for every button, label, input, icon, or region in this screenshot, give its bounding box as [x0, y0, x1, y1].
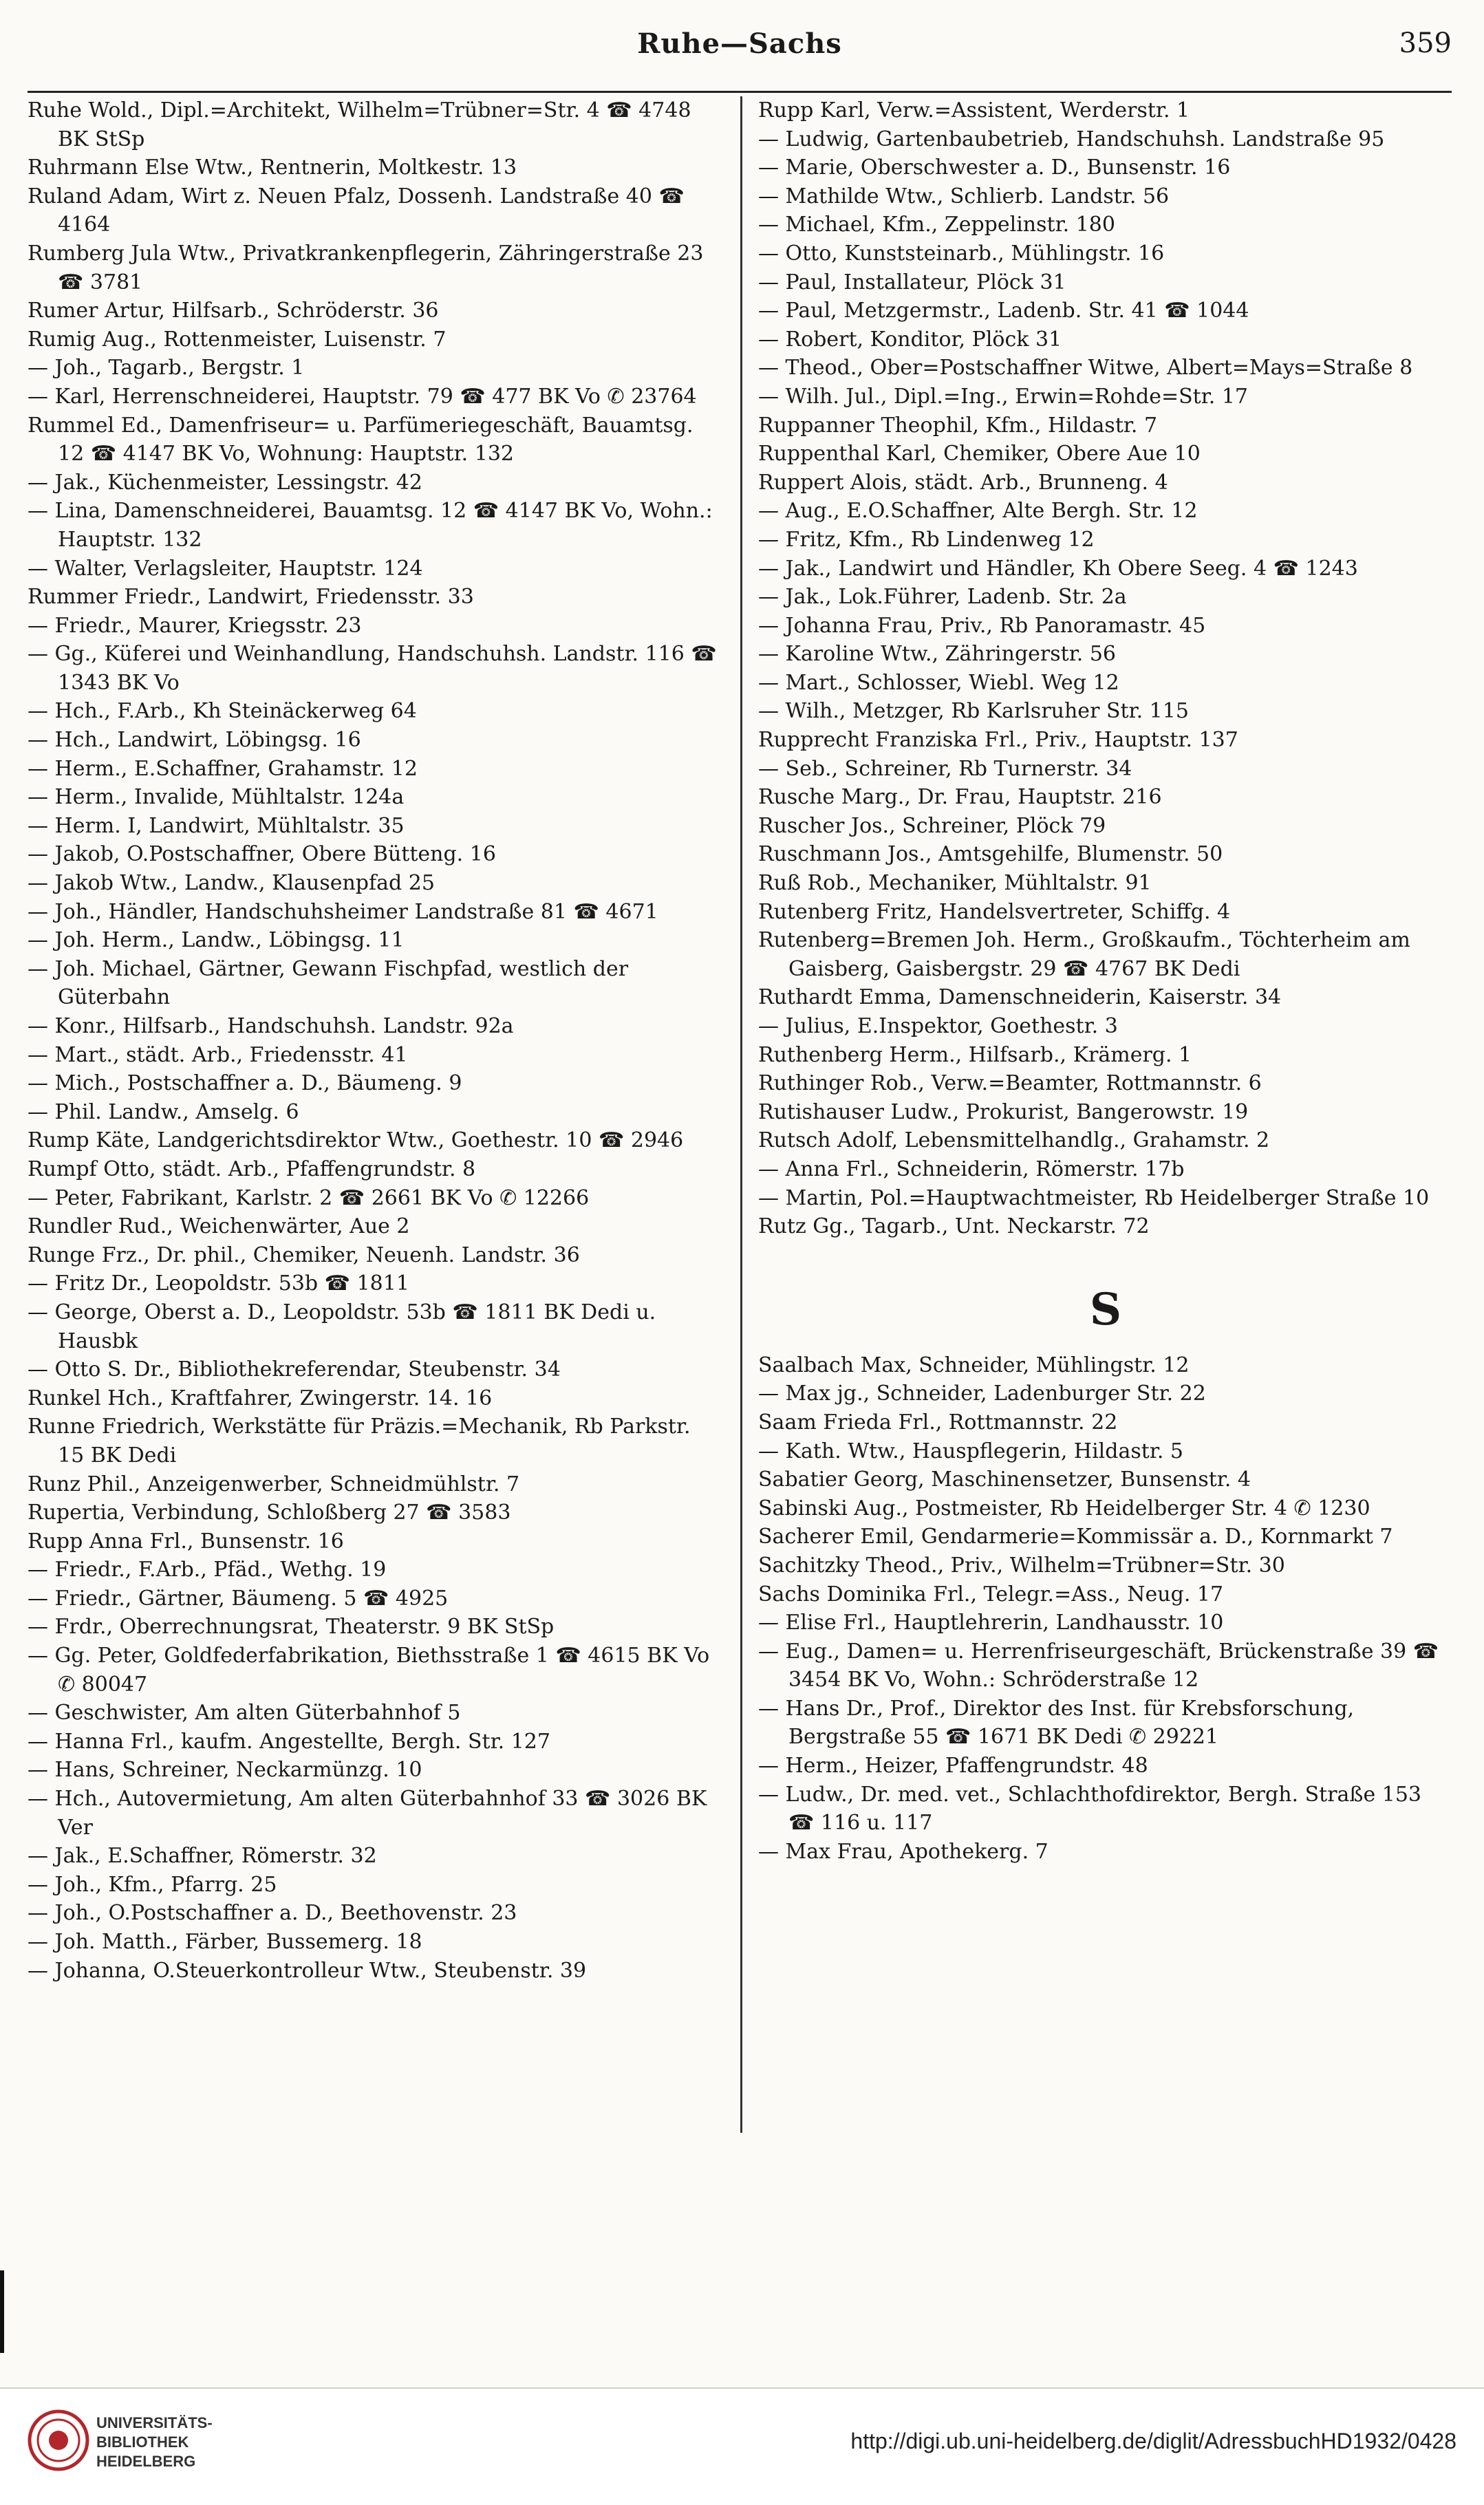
- directory-entry: — Julius, E.Inspektor, Goethestr. 3: [758, 1014, 1118, 1038]
- directory-entry: Sachitzky Theod., Priv., Wilhelm=Trübner=Str. 30: [758, 1553, 1285, 1578]
- directory-entry: — Jak., Landwirt und Händler, Kh Obere Seeg. 4 ☎ 1243: [758, 556, 1358, 581]
- left-column: [28, 96, 722, 2133]
- directory-entry: Runz Phil., Anzeigenwerber, Schneidmühlstr. 7: [28, 1472, 520, 1496]
- directory-entry: Rupertia, Verbindung, Schloßberg 27 ☎ 3583: [28, 1501, 511, 1525]
- directory-entry: — Joh., Tagarb., Bergstr. 1: [28, 356, 305, 380]
- directory-entry: — Johanna, O.Steuerkontrolleur Wtw., Steubenstr. 39: [28, 1958, 587, 1983]
- directory-entry: — Friedr., Gärtner, Bäumeng. 5 ☎ 4925: [28, 1586, 449, 1611]
- header-rule: [28, 91, 1452, 93]
- section-letter: S: [1089, 1283, 1122, 1335]
- directory-entry: — Herm., Heizer, Pfaffengrundstr. 48: [758, 1754, 1148, 1778]
- directory-entry: — Hans Dr., Prof., Direktor des Inst. für Krebsforschung, Bergstraße 55 ☎ 1671 BK Dedi ✆ 29221: [758, 1696, 1355, 1750]
- directory-entry: — Ludwig, Gartenbaubetrieb, Handschuhsh. Landstraße 95: [758, 127, 1385, 151]
- directory-entry: Rutishauser Ludw., Prokurist, Bangerowstr. 19: [758, 1099, 1249, 1124]
- directory-entry: Rumig Aug., Rottenmeister, Luisenstr. 7: [28, 327, 447, 352]
- directory-entry: Ruthardt Emma, Damenschneiderin, Kaiserstr. 34: [758, 985, 1282, 1010]
- directory-entry: Rumberg Jula Wtw., Privatkrankenpflegerin, Zähringerstraße 23 ☎ 3781: [28, 241, 704, 294]
- scan-edge-mark: [0, 2270, 4, 2353]
- directory-entry: — Anna Frl., Schneiderin, Römerstr. 17b: [758, 1157, 1185, 1181]
- directory-entry: Ruscher Jos., Schreiner, Plöck 79: [758, 813, 1106, 838]
- section-s-entries: [758, 1351, 1453, 1867]
- directory-entry: — Lina, Damenschneiderei, Bauamtsg. 12 ☎ 4147 BK Vo, Wohn.: Hauptstr. 132: [28, 499, 713, 552]
- directory-entry: Rutsch Adolf, Lebensmittelhandlg., Grahamstr. 2: [758, 1128, 1270, 1153]
- directory-entry: — Fritz, Kfm., Rb Lindenweg 12: [758, 527, 1095, 552]
- footer: [0, 2387, 1484, 2505]
- directory-entry: — Marie, Oberschwester a. D., Bunsenstr. 16: [758, 155, 1231, 180]
- directory-entry: — George, Oberst a. D., Leopoldstr. 53b ☎ 1811 BK Dedi u. Hausbk: [28, 1300, 656, 1353]
- directory-entry: — Otto S. Dr., Bibliothekreferendar, Steubenstr. 34: [28, 1357, 561, 1382]
- page-number: 359: [1399, 28, 1452, 59]
- directory-entry: — Elise Frl., Hauptlehrerin, Landhausstr. 10: [758, 1611, 1224, 1635]
- directory-entry: — Max jg., Schneider, Ladenburger Str. 22: [758, 1381, 1206, 1406]
- directory-entry: — Mich., Postschaffner a. D., Bäumeng. 9: [28, 1071, 462, 1096]
- directory-entry: Rundler Rud., Weichenwärter, Aue 2: [28, 1214, 410, 1239]
- directory-entry: Rummer Friedr., Landwirt, Friedensstr. 33: [28, 585, 474, 610]
- page-header: [28, 28, 1452, 83]
- directory-entry: Runge Frz., Dr. phil., Chemiker, Neuenh. Landstr. 36: [28, 1243, 580, 1267]
- directory-entry: Ruppanner Theophil, Kfm., Hildastr. 7: [758, 413, 1158, 438]
- directory-entry: — Hch., Autovermietung, Am alten Güterbahnhof 33 ☎ 3026 BK Ver: [28, 1787, 707, 1840]
- directory-entry: — Jak., E.Schaffner, Römerstr. 32: [28, 1844, 377, 1869]
- directory-entry: Rumpf Otto, städt. Arb., Pfaffengrundstr. 8: [28, 1157, 476, 1181]
- directory-entry: — Wilh., Metzger, Rb Karlsruher Str. 115: [758, 699, 1189, 724]
- directory-entry: — Paul, Installateur, Plöck 31: [758, 270, 1066, 294]
- directory-entry: Sabatier Georg, Maschinensetzer, Bunsenstr. 4: [758, 1467, 1251, 1492]
- right-column: [758, 96, 1453, 2133]
- right-column-entries: [758, 96, 1453, 1241]
- library-name: [96, 2413, 213, 2471]
- directory-entry: — Mart., städt. Arb., Friedensstr. 41: [28, 1042, 408, 1067]
- directory-entry: Ruschmann Jos., Amtsgehilfe, Blumenstr. 50: [758, 842, 1223, 867]
- directory-entry: — Joh., Händler, Handschuhsheimer Landstraße 81 ☎ 4671: [28, 899, 658, 924]
- directory-entry: — Seb., Schreiner, Rb Turnerstr. 34: [758, 756, 1132, 781]
- directory-entry: — Karl, Herrenschneiderei, Hauptstr. 79 ☎ 477 BK Vo ✆ 23764: [28, 384, 697, 409]
- directory-entry: Ruppert Alois, städt. Arb., Brunneng. 4: [758, 470, 1168, 495]
- directory-entry: Sabinski Aug., Postmeister, Rb Heidelberger Str. 4 ✆ 1230: [758, 1496, 1370, 1520]
- directory-entry: Rutz Gg., Tagarb., Unt. Neckarstr. 72: [758, 1214, 1150, 1239]
- directory-entry: — Hch., Landwirt, Löbingsg. 16: [28, 728, 361, 753]
- directory-entry: — Mathilde Wtw., Schlierb. Landstr. 56: [758, 184, 1170, 208]
- directory-entry: Rupprecht Franziska Frl., Priv., Hauptstr. 137: [758, 728, 1238, 753]
- directory-entry: — Fritz Dr., Leopoldstr. 53b ☎ 1811: [28, 1271, 409, 1296]
- directory-entry: — Kath. Wtw., Hauspflegerin, Hildastr. 5: [758, 1439, 1184, 1463]
- directory-entry: — Frdr., Oberrechnungsrat, Theaterstr. 9 BK StSp: [28, 1615, 555, 1639]
- directory-entry: — Herm., E.Schaffner, Grahamstr. 12: [28, 756, 418, 781]
- directory-entry: — Robert, Konditor, Plöck 31: [758, 327, 1062, 352]
- directory-entry: Sacherer Emil, Gendarmerie=Kommissär a. D., Kornmarkt 7: [758, 1525, 1393, 1549]
- directory-entry: — Max Frau, Apothekerg. 7: [758, 1839, 1049, 1864]
- directory-entry: — Geschwister, Am alten Güterbahnhof 5: [28, 1701, 461, 1725]
- directory-entry: Saam Frieda Frl., Rottmannstr. 22: [758, 1410, 1118, 1434]
- directory-entry: — Ludw., Dr. med. vet., Schlachthofdirektor, Bergh. Straße 153 ☎ 116 u. 117: [758, 1782, 1422, 1836]
- directory-entry: — Phil. Landw., Amselg. 6: [28, 1099, 299, 1124]
- directory-entry: — Theod., Ober=Postschaffner Witwe, Albert=Mays=Straße 8: [758, 356, 1413, 380]
- directory-entry: — Joh. Herm., Landw., Löbingsg. 11: [28, 928, 405, 953]
- directory-entry: Ruß Rob., Mechaniker, Mühltalstr. 91: [758, 871, 1152, 896]
- library-name-line: HEIDELBERG: [96, 2453, 196, 2470]
- page-title: Ruhe—Sachs: [637, 28, 842, 60]
- directory-entry: — Herm. I, Landwirt, Mühltalstr. 35: [28, 813, 405, 838]
- directory-entry: — Peter, Fabrikant, Karlstr. 2 ☎ 2661 BK Vo ✆ 12266: [28, 1185, 590, 1210]
- directory-entry: Ruthinger Rob., Verw.=Beamter, Rottmannstr. 6: [758, 1071, 1262, 1096]
- directory-entry: Ruhe Wold., Dipl.=Architekt, Wilhelm=Trübner=Str. 4 ☎ 4748 BK StSp: [28, 98, 691, 151]
- directory-entry: Sachs Dominika Frl., Telegr.=Ass., Neug. 17: [758, 1582, 1224, 1606]
- directory-entry: Rumer Artur, Hilfsarb., Schröderstr. 36: [28, 299, 439, 323]
- directory-entry: Ruhrmann Else Wtw., Rentnerin, Moltkestr. 13: [28, 155, 517, 180]
- directory-entry: — Michael, Kfm., Zeppelinstr. 180: [758, 213, 1115, 237]
- directory-entry: — Otto, Kunststeinarb., Mühlingstr. 16: [758, 241, 1165, 266]
- directory-entry: Rupp Anna Frl., Bunsenstr. 16: [28, 1529, 344, 1553]
- directory-entry: Rutenberg Fritz, Handelsvertreter, Schiffg. 4: [758, 899, 1231, 924]
- directory-entry: — Mart., Schlosser, Wiebl. Weg 12: [758, 670, 1119, 695]
- directory-entry: Rusche Marg., Dr. Frau, Hauptstr. 216: [758, 785, 1162, 810]
- directory-entry: — Walter, Verlagsleiter, Hauptstr. 124: [28, 556, 423, 581]
- directory-entry: — Martin, Pol.=Hauptwachtmeister, Rb Heidelberger Straße 10: [758, 1185, 1430, 1210]
- directory-entry: — Joh. Michael, Gärtner, Gewann Fischpfad, westlich der Güterbahn: [28, 956, 629, 1010]
- directory-entry: Rutenberg=Bremen Joh. Herm., Großkaufm., Töchterheim am Gaisberg, Gaisbergstr. 29 ☎ 4767 BK Dedi: [758, 928, 1410, 981]
- directory-entry: — Jak., Küchenmeister, Lessingstr. 42: [28, 470, 422, 495]
- directory-entry: Saalbach Max, Schneider, Mühlingstr. 12: [758, 1353, 1190, 1377]
- library-name-line: UNIVERSITÄTS-: [96, 2414, 213, 2431]
- directory-entry: Ruppenthal Karl, Chemiker, Obere Aue 10: [758, 442, 1201, 466]
- university-seal-icon: [28, 2409, 89, 2471]
- directory-entry: — Joh., O.Postschaffner a. D., Beethovenstr. 23: [28, 1901, 517, 1926]
- directory-entry: Runkel Hch., Kraftfahrer, Zwingerstr. 14. 16: [28, 1386, 493, 1410]
- library-name-line: BIBLIOTHEK: [96, 2433, 189, 2451]
- column-divider: [740, 96, 742, 2133]
- directory-entry: — Wilh. Jul., Dipl.=Ing., Erwin=Rohde=Str. 17: [758, 384, 1249, 409]
- source-url-link[interactable]: http://digi.ub.uni-heidelberg.de/diglit/AdressbuchHD1932/0428: [850, 2429, 1456, 2453]
- directory-entry: — Joh., Kfm., Pfarrg. 25: [28, 1872, 277, 1897]
- directory-entry: — Jakob Wtw., Landw., Klausenpfad 25: [28, 871, 435, 896]
- directory-entry: Ruland Adam, Wirt z. Neuen Pfalz, Dossenh. Landstraße 40 ☎ 4164: [28, 184, 685, 237]
- directory-entry: — Jak., Lok.Führer, Ladenb. Str. 2a: [758, 585, 1127, 610]
- directory-entry: — Karoline Wtw., Zähringerstr. 56: [758, 642, 1117, 667]
- directory-entry: — Aug., E.O.Schaffner, Alte Bergh. Str. 12: [758, 499, 1198, 524]
- directory-columns: [28, 96, 1452, 2140]
- directory-entry: Ruthenberg Herm., Hilfsarb., Krämerg. 1: [758, 1042, 1192, 1067]
- directory-entry: — Jakob, O.Postschaffner, Obere Bütteng. 16: [28, 842, 496, 867]
- directory-entry: — Hanna Frl., kaufm. Angestellte, Bergh. Str. 127: [28, 1729, 550, 1754]
- directory-entry: Rupp Karl, Verw.=Assistent, Werderstr. 1: [758, 98, 1190, 122]
- directory-entry: — Joh. Matth., Färber, Bussemerg. 18: [28, 1930, 422, 1954]
- directory-entry: — Gg. Peter, Goldfederfabrikation, Biethsstraße 1 ☎ 4615 BK Vo ✆ 80047: [28, 1644, 710, 1697]
- directory-entry: — Johanna Frau, Priv., Rb Panoramastr. 45: [758, 613, 1206, 638]
- directory-entry: Rummel Ed., Damenfriseur= u. Parfümeriegeschäft, Bauamtsg. 12 ☎ 4147 BK Vo, Wohnung: Hauptstr. 132: [28, 413, 693, 466]
- directory-entry: Runne Friedrich, Werkstätte für Präzis.=Mechanik, Rb Parkstr. 15 BK Dedi: [28, 1415, 691, 1467]
- directory-entry: Rump Käte, Landgerichtsdirektor Wtw., Goethestr. 10 ☎ 2946: [28, 1128, 684, 1153]
- directory-entry: — Paul, Metzgermstr., Ladenb. Str. 41 ☎ 1044: [758, 299, 1249, 323]
- directory-entry: — Eug., Damen= u. Herrenfriseurgeschäft, Brückenstraße 39 ☎ 3454 BK Vo, Wohn.: Schröderstraße 12: [758, 1639, 1439, 1692]
- directory-entry: — Gg., Küferei und Weinhandlung, Handschuhsh. Landstr. 116 ☎ 1343 BK Vo: [28, 642, 717, 695]
- directory-entry: — Herm., Invalide, Mühltalstr. 124a: [28, 785, 405, 810]
- directory-entry: — Hch., F.Arb., Kh Steinäckerweg 64: [28, 699, 417, 724]
- directory-entry: — Konr., Hilfsarb., Handschuhsh. Landstr. 92a: [28, 1014, 514, 1038]
- directory-entry: — Hans, Schreiner, Neckarmünzg. 10: [28, 1758, 422, 1783]
- directory-entry: — Friedr., F.Arb., Pfäd., Wethg. 19: [28, 1558, 387, 1582]
- directory-entry: — Friedr., Maurer, Kriegsstr. 23: [28, 613, 362, 638]
